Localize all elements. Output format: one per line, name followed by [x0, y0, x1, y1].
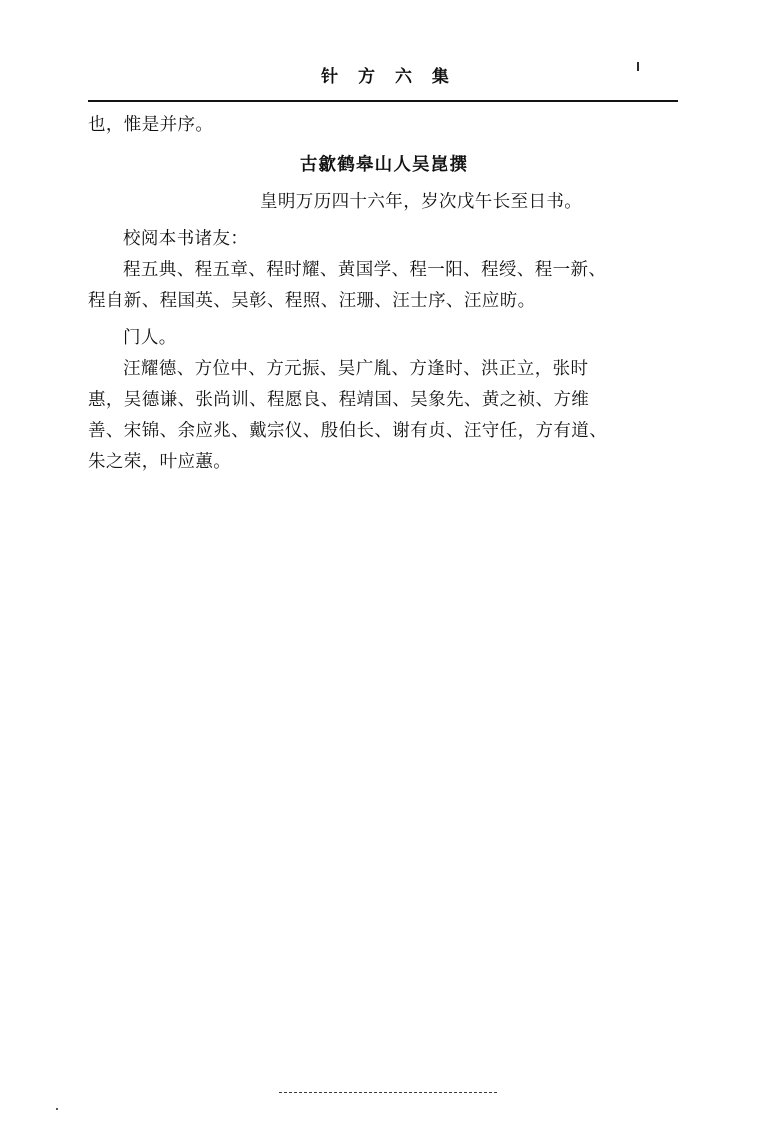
- text-line-reviewers-2: 程自新、程国英、吴彰、程照、汪珊、汪士序、汪应昉。: [88, 291, 536, 311]
- text-line-disciples-heading: 门人。: [123, 328, 177, 348]
- page-running-head: 针 方 六 集: [321, 67, 456, 87]
- text-line-author-attribution: 古歙鹤皋山人吴崑撰: [299, 155, 469, 175]
- page-edge-speck: [56, 1108, 58, 1110]
- text-line-disciples-1: 汪耀德、方位中、方元振、吴广胤、方逢时、洪正立，张时: [123, 359, 589, 379]
- text-line-disciples-4: 朱之荣，叶应蕙。: [88, 452, 232, 472]
- text-line-date-colophon: 皇明万历四十六年，岁次戊午长至日书。: [260, 192, 583, 212]
- corner-tick-mark: [637, 62, 639, 71]
- text-line-reviewers-heading: 校阅本书诸友：: [123, 229, 249, 249]
- footer-dashed-rule: [279, 1092, 497, 1093]
- text-line-disciples-3: 善、宋锦、余应兆、戴宗仪、殷伯长、谢有贞、汪守任，方有道、: [88, 421, 608, 441]
- header-horizontal-rule: [88, 100, 678, 102]
- page-body-text: [88, 110, 680, 478]
- text-line-1: 也，惟是并序。: [88, 115, 214, 135]
- text-line-disciples-2: 惠，吴德谦、张尚训、程愿良、程靖国、吴象先、黄之祯、方维: [88, 390, 590, 410]
- text-line-reviewers-1: 程五典、程五章、程时耀、黄国学、程一阳、程绶、程一新、: [123, 260, 607, 280]
